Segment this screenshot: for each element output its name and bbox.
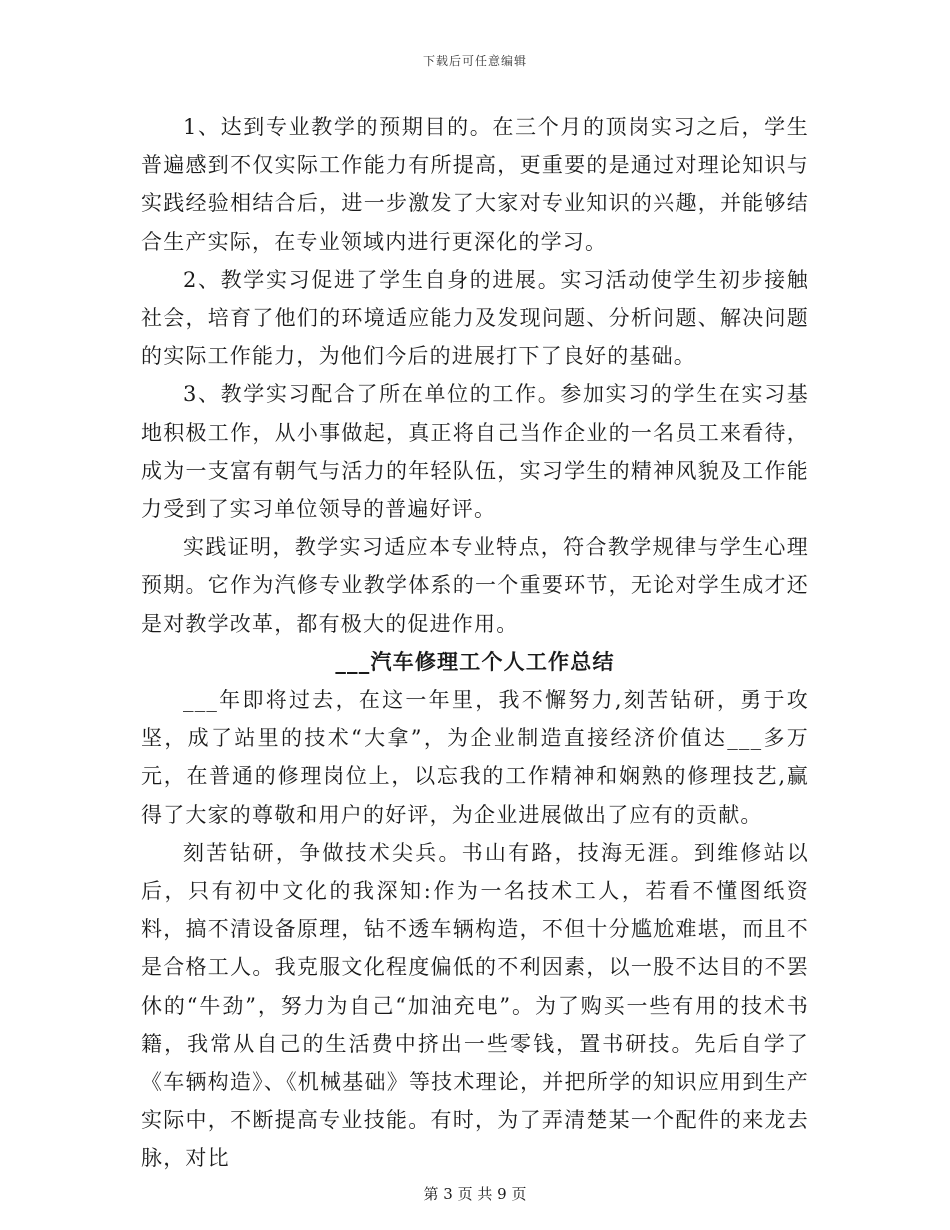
document-body: [141, 108, 809, 1178]
paragraph-6: 刻苦钻研，争做技术尖兵。书山有路，技海无涯。到维修站以后，只有初中文化的我深知:作为一名技术工人，若看不懂图纸资料，搞不清设备原理，钻不透车辆构造，不但十分尴尬难堪，而且不是合格工人。我克服文化程度偏低的不利因素，以一股不达目的不罢休的“牛劲”，努力为自己“加油充电”。为了购买一些有用的技术书籍，我常从自己的生活费中挤出一些零钱，置书研技。先后自学了《车辆构造》、《机械基础》等技术理论，并把所学的知识应用到生产实际中，不断提高专业技能。有时，为了弄清楚某一个配件的来龙去脉，对比: [141, 840, 809, 1171]
header-note: 下载后可任意编辑: [422, 54, 527, 68]
paragraph-5: ___年即将过去，在这一年里，我不懈努力,刻苦钻研，勇于攻坚，成了站里的技术“大拿”，为企业制造直接经济价值达___多万元，在普通的修理岗位上，以忘我的工作精神和娴熟的修理技艺,赢得了大家的尊敬和用户的好评，为企业进展做出了应有的贡献。: [141, 688, 809, 827]
paragraph-4: 实践证明，教学实习适应本专业特点，符合教学规律与学生心理预期。它作为汽修专业教学体系的一个重要环节，无论对学生成才还是对教学改革，都有极大的促进作用。: [141, 535, 809, 636]
paragraph-2: 2、教学实习促进了学生自身的进展。实习活动使学生初步接触社会，培育了他们的环境适应能力及发现问题、分析问题、解决问题的实际工作能力，为他们今后的进展打下了良好的基础。: [141, 267, 809, 369]
paragraph-1: 1、达到专业教学的预期目的。在三个月的顶岗实习之后，学生普遍感到不仅实际工作能力有所提高，更重要的是通过对理论知识与实践经验相结合后，进一步激发了大家对专业知识的兴趣，并能够结合生产实际，在专业领域内进行更深化的学习。: [141, 115, 809, 254]
section-title: ___汽车修理工个人工作总结: [335, 648, 615, 674]
page-number: 第 3 页 共 9 页: [423, 1185, 527, 1203]
paragraph-3: 3、教学实习配合了所在单位的工作。参加实习的学生在实习基地积极工作，从小事做起，真正将自己当作企业的一名员工来看待，成为一支富有朝气与活力的年轻队伍，实习学生的精神风貌及工作能力受到了实习单位领导的普遍好评。: [141, 382, 809, 522]
